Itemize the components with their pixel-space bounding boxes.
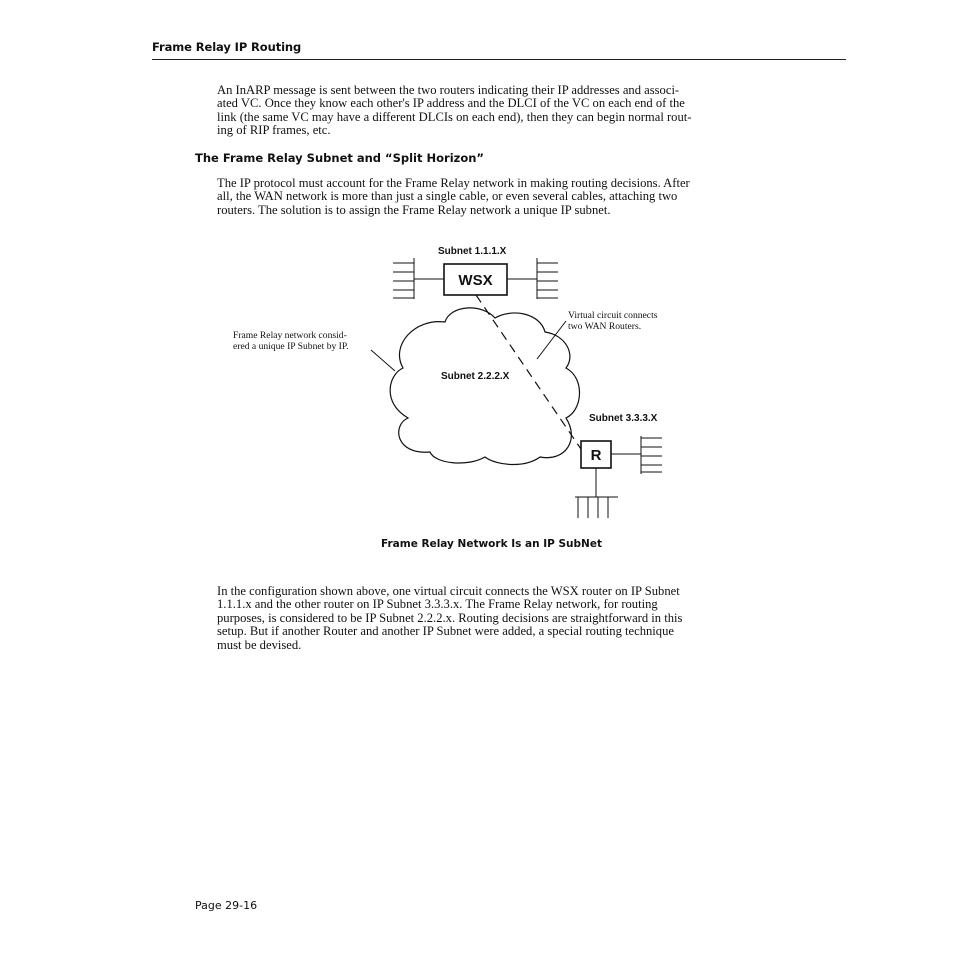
section-line: all, the WAN network is more than just a single cable, or even several cables, attaching two: [217, 189, 678, 204]
section-heading: The Frame Relay Subnet and “Split Horizon”: [195, 151, 484, 165]
page-number: Page 29-16: [195, 899, 258, 912]
cloud-subnet-label: Subnet 2.2.2.X: [441, 371, 510, 382]
running-header-title: Frame Relay IP Routing: [152, 40, 302, 54]
section-line: The IP protocol must account for the Frame Relay network in making routing decisions. After: [217, 176, 690, 190]
subnet-right-lan: [611, 436, 662, 474]
subnet-top-left-lan: [393, 258, 444, 299]
intro-line: ing of RIP frames, etc.: [217, 123, 331, 138]
intro-line: An InARP message is sent between the two routers indicating their IP addresses and associ-: [217, 83, 680, 97]
frame-relay-cloud: [390, 308, 579, 465]
annotation-left-line: Frame Relay network consid-: [233, 330, 347, 341]
closing-line: must be devised.: [217, 637, 302, 652]
annotation-left-leader: [371, 350, 395, 371]
annotation-right-line: Virtual circuit connects: [568, 310, 658, 321]
subnet-top-right-lan: [507, 258, 558, 299]
annotation-right-line: two WAN Routers.: [568, 321, 642, 332]
intro-line: link (the same VC may have a different DLCIs on each end), then they can begin normal rout-: [217, 109, 692, 124]
intro-line: ated VC. Once they know each other's IP address and the DLCI of the VC on each end of the: [217, 96, 685, 111]
closing-line: 1.1.1.x and the other router on IP Subnet 3.3.3.x. The Frame Relay network, for routing: [217, 597, 658, 612]
closing-line: setup. But if another Router and another IP Subnet were added, a special routing technique: [217, 624, 674, 639]
closing-paragraph: [217, 585, 757, 652]
subnet-top-label: Subnet 1.1.1.X: [438, 246, 507, 257]
section-line: routers. The solution is to assign the Frame Relay network a unique IP subnet.: [217, 202, 611, 217]
figure-caption: Frame Relay Network Is an IP SubNet: [381, 538, 602, 550]
r-router-label: R: [590, 447, 602, 464]
subnet-right-label: Subnet 3.3.3.X: [589, 413, 658, 424]
closing-line: purposes, is considered to be IP Subnet 2.2.2.x. Routing decisions are straightforward in this: [217, 610, 683, 625]
annotation-left-line: ered a unique IP Subnet by IP.: [233, 341, 349, 352]
wsx-router-label: WSX: [458, 272, 493, 289]
subnet-bottom-lan: [575, 468, 618, 518]
closing-line: In the configuration shown above, one virtual circuit connects the WSX router on IP Subnet: [217, 584, 680, 598]
